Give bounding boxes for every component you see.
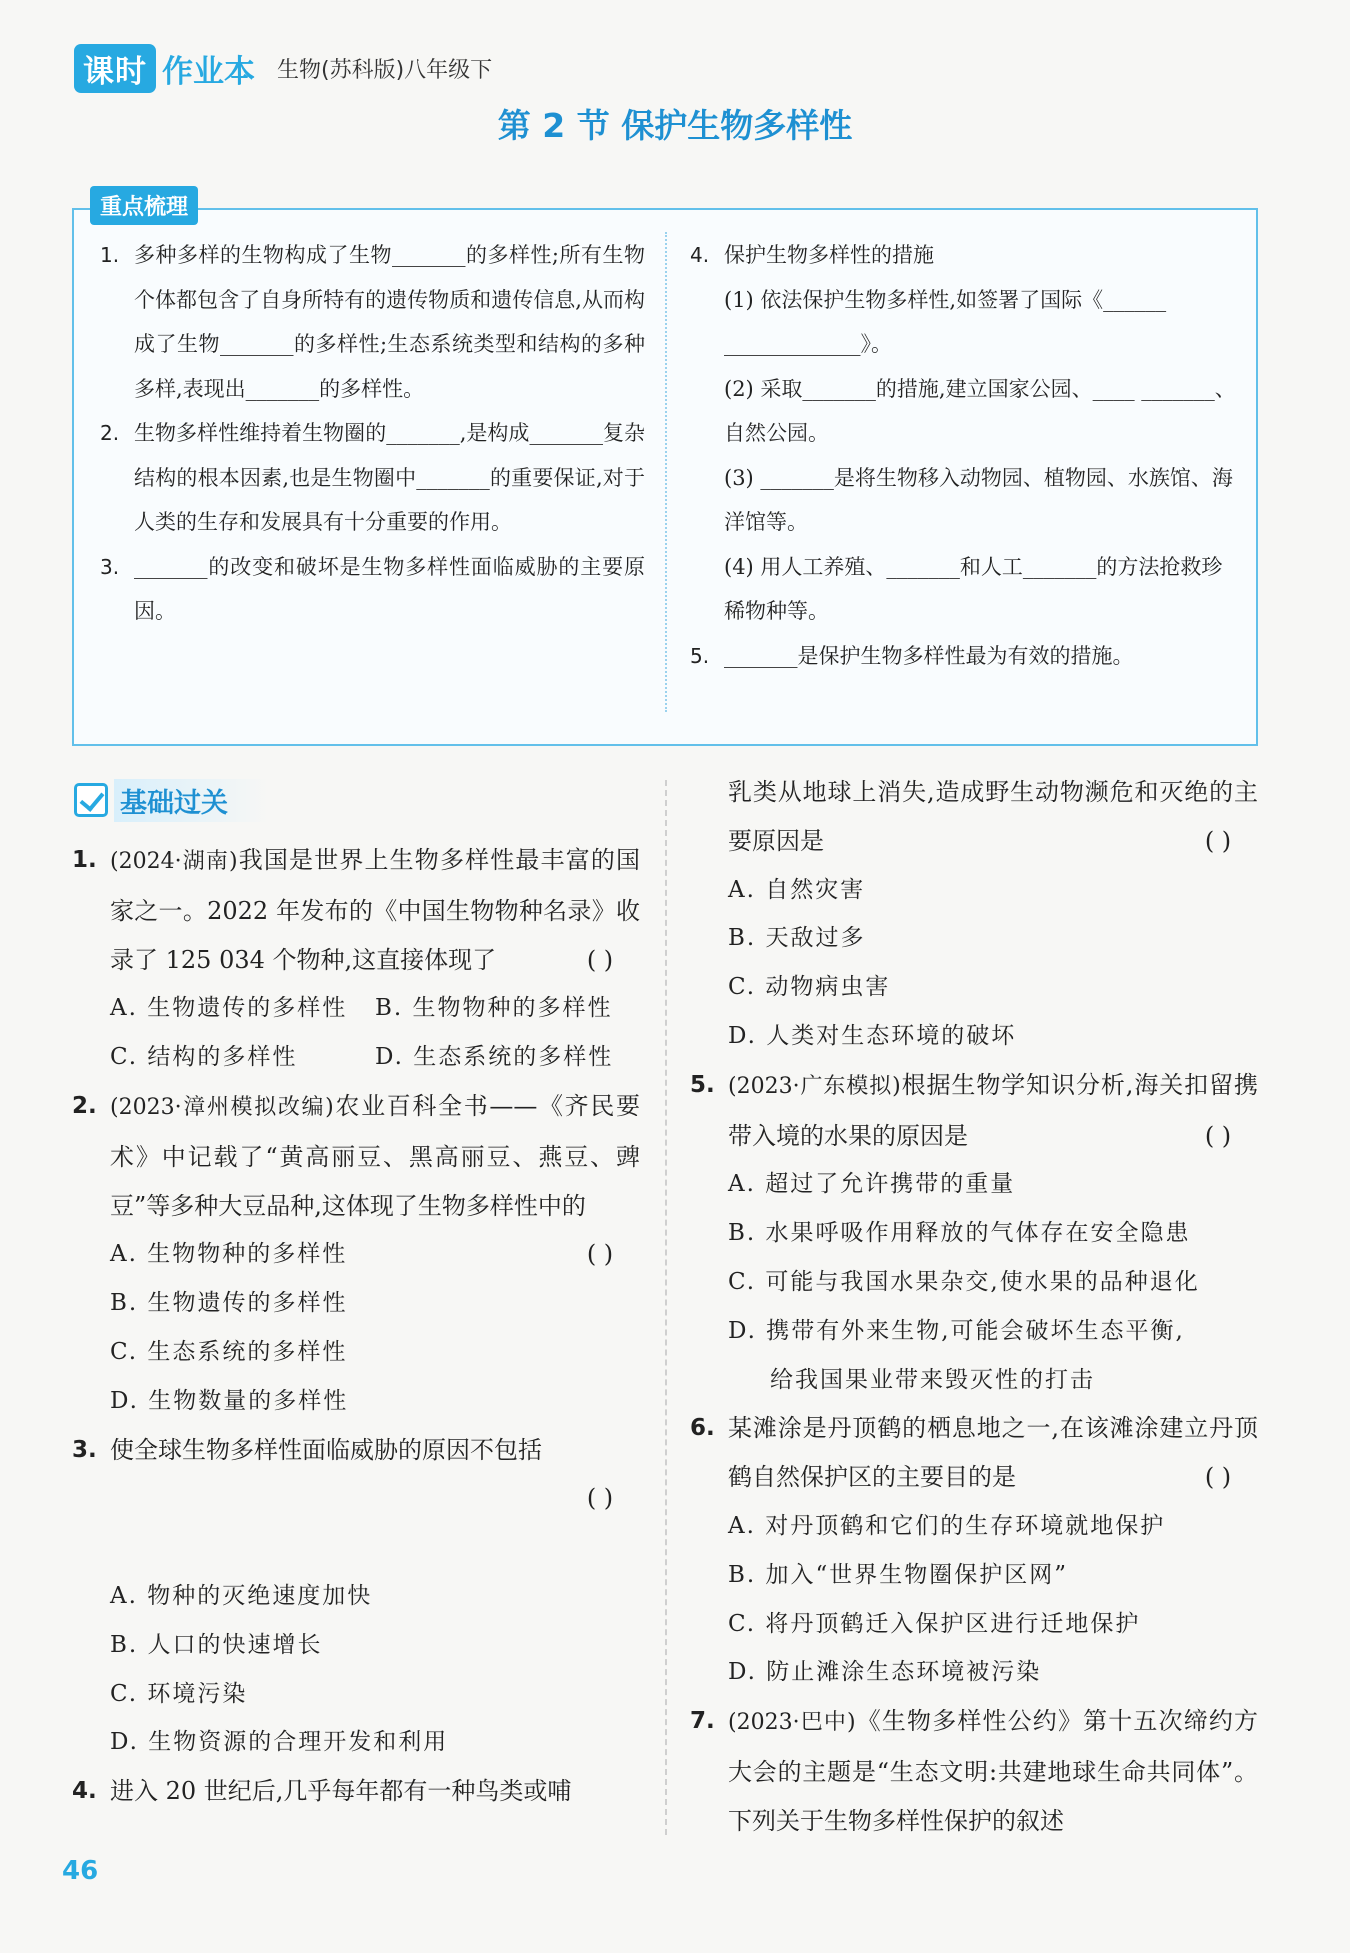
book-subject: 生物(苏科版)八年级下	[277, 57, 493, 83]
key-point-item	[100, 233, 645, 411]
option-c[interactable]: C. 结构的多样性	[110, 1044, 298, 1071]
option-b[interactable]: B. 天敌过多	[728, 925, 866, 952]
question-text: 根据生物学知识分析,海关扣留携带入境的水果的原因是	[728, 1070, 1258, 1150]
key-points-divider	[665, 232, 667, 712]
key-point-item	[100, 411, 645, 545]
option-d[interactable]: D. 生态系统的多样性	[375, 1044, 614, 1071]
question-text: 农业百科全书——《齐民要术》中记载了“黄高丽豆、黑高丽豆、燕豆、豍豆”等多种大豆品种,这体现了生物多样性中的	[110, 1091, 641, 1220]
question-text: 《生物多样性公约》第十五次缔约方大会的主题是“生态文明:共建地球生命共同体”。下列关于生物多样性保护的叙述	[728, 1707, 1259, 1835]
question-4	[72, 1767, 640, 1816]
option-c[interactable]: C. 将丹顶鹤迁入保护区进行迁地保护	[728, 1610, 1141, 1637]
key-point-subitem: (4) 用人工养殖、_______和人工_______的方法抢救珍稀物种等。	[724, 554, 1223, 623]
answer-parentheses[interactable]: ( )	[1204, 1463, 1232, 1492]
section-title: 第 2 节 保护生物多样性	[497, 106, 853, 145]
key-point-text: 多种多样的生物构成了生物_______的多样性;所有生物个体都包含了自身所特有的遗传物质和遗传信息,从而构成了生物_______的多样性;生态系统类型和结构的多种多样,表现出_______的多样性。	[134, 243, 645, 401]
key-point-item	[690, 634, 1240, 679]
option-c[interactable]: C. 环境污染	[110, 1680, 248, 1707]
option-c[interactable]: C. 可能与我国水果杂交,使水果的品种退化	[728, 1268, 1200, 1295]
question-text: 进入 20 世纪后,几乎每年都有一种鸟类或哺	[110, 1777, 572, 1806]
question-text: 我国是世界上生物多样性最丰富的国家之一。2022 年发布的《中国生物物种名录》收录了 125 034 个物种,这直接体现了	[110, 846, 641, 974]
question-column-divider	[665, 780, 667, 1835]
option-row	[72, 984, 640, 1033]
option-b[interactable]: B. 加入“世界生物圈保护区网”	[728, 1561, 1069, 1588]
option-c[interactable]: C. 生态系统的多样性	[110, 1338, 348, 1365]
spacer	[72, 1523, 640, 1572]
answer-line	[72, 1474, 640, 1523]
key-point-text: _______是保护生物多样性最为有效的措施。	[724, 643, 1134, 668]
option-b[interactable]: B. 水果呼吸作用释放的气体存在安全隐患	[728, 1220, 1191, 1247]
key-points-left-column	[100, 233, 645, 634]
question-number: 1.	[72, 847, 97, 873]
key-points-label: 重点梳理	[90, 186, 198, 225]
option-row	[72, 1033, 640, 1082]
answer-parentheses[interactable]: ( )	[586, 1484, 614, 1513]
question-text: 使全球生物多样性面临威胁的原因不包括	[110, 1435, 542, 1464]
answer-parentheses[interactable]: ( )	[586, 945, 614, 974]
logo-badge: 课时	[74, 44, 156, 93]
checkbox-icon	[74, 783, 108, 817]
option-d[interactable]: D. 生物资源的合理开发和利用	[110, 1729, 449, 1756]
option-d[interactable]: D. 防止滩涂生态环境被污染	[728, 1659, 1042, 1686]
question-number: 7.	[690, 1708, 715, 1735]
key-point-item	[100, 545, 645, 634]
answer-parentheses[interactable]: ( )	[586, 1240, 614, 1269]
key-point-number: 3.	[100, 554, 120, 579]
key-points-right-column	[690, 233, 1240, 678]
questions-right-column	[690, 768, 1258, 1846]
key-point-text: _______的改变和破坏是生物多样性面临威胁的主要原因。	[134, 554, 645, 623]
option-b[interactable]: B. 生物物种的多样性	[375, 995, 613, 1022]
question-number: 3.	[72, 1436, 97, 1463]
key-point-subitem: (3) _______是将生物移入动物园、植物园、水族馆、海洋馆等。	[724, 465, 1233, 534]
option-a[interactable]: A. 超过了允许携带的重量	[728, 1171, 1016, 1198]
question-number: 5.	[690, 1071, 715, 1098]
question-number: 2.	[72, 1092, 97, 1119]
option-a[interactable]: A. 生物物种的多样性	[110, 1241, 348, 1268]
question-1	[72, 836, 640, 984]
question-source: (2023·漳州模拟改编)	[110, 1094, 334, 1120]
question-5	[690, 1061, 1258, 1161]
questions-left-column	[72, 836, 640, 1816]
question-number: 4.	[72, 1778, 97, 1805]
question-3	[72, 1426, 640, 1475]
option-a[interactable]: A. 对丹顶鹤和它们的生存环境就地保护	[728, 1512, 1166, 1539]
question-source: (2024·湖南)	[110, 849, 238, 874]
answer-parentheses[interactable]: ( )	[1204, 826, 1232, 855]
question-source: (2023·广东模拟)	[728, 1073, 901, 1099]
key-point-number: 5.	[690, 643, 710, 668]
key-point-text: 保护生物多样性的措施	[724, 243, 934, 267]
option-d[interactable]: D. 生物数量的多样性	[110, 1387, 349, 1414]
practice-header	[74, 778, 268, 822]
question-text: 某滩涂是丹顶鹤的栖息地之一,在该滩涂建立丹顶鹤自然保护区的主要目的是	[728, 1414, 1258, 1492]
question-6	[690, 1404, 1258, 1502]
option-b[interactable]: B. 人口的快速增长	[110, 1631, 323, 1658]
option-d-continued: 给我国果业带来毁灭性的打击	[770, 1366, 1095, 1393]
question-text: 乳类从地球上消失,造成野生动物濒危和灭绝的主要原因是	[728, 778, 1258, 855]
question-4-continued	[690, 768, 1258, 866]
question-source: (2023·巴中)	[728, 1710, 856, 1736]
option-c[interactable]: C. 动物病虫害	[728, 974, 891, 1001]
option-d[interactable]: D. 人类对生态环境的破坏	[728, 1022, 1017, 1049]
key-point-subitem: (2) 采取_______的措施,建立国家公园、____ _______、自然公园。	[724, 376, 1236, 445]
option-d[interactable]: D. 携带有外来生物,可能会破坏生态平衡,	[728, 1317, 1185, 1344]
key-point-subitem: (1) 依法保护生物多样性,如签署了国际《______ _____________》。	[724, 287, 1167, 356]
question-number: 6.	[690, 1415, 715, 1442]
key-point-item	[690, 233, 1240, 278]
key-point-number: 4.	[690, 243, 710, 267]
option-a[interactable]: A. 生物遗传的多样性	[110, 995, 348, 1022]
book-header	[74, 44, 492, 92]
key-point-number: 2.	[100, 421, 120, 445]
option-b[interactable]: B. 生物遗传的多样性	[110, 1290, 348, 1317]
practice-title: 基础过关	[114, 779, 268, 822]
page-number: 46	[62, 1856, 99, 1886]
answer-parentheses[interactable]: ( )	[1204, 1121, 1232, 1150]
key-point-number: 1.	[100, 243, 120, 267]
key-point-text: 生物多样性维持着生物圈的_______,是构成_______复杂结构的根本因素,也是生物圈中_______的重要保证,对于人类的生存和发展具有十分重要的作用。	[134, 421, 645, 534]
logo-text: 作业本	[162, 53, 255, 90]
option-a[interactable]: A. 自然灾害	[728, 876, 866, 903]
question-7	[690, 1697, 1258, 1845]
option-a[interactable]: A. 物种的灭绝速度加快	[110, 1582, 373, 1609]
